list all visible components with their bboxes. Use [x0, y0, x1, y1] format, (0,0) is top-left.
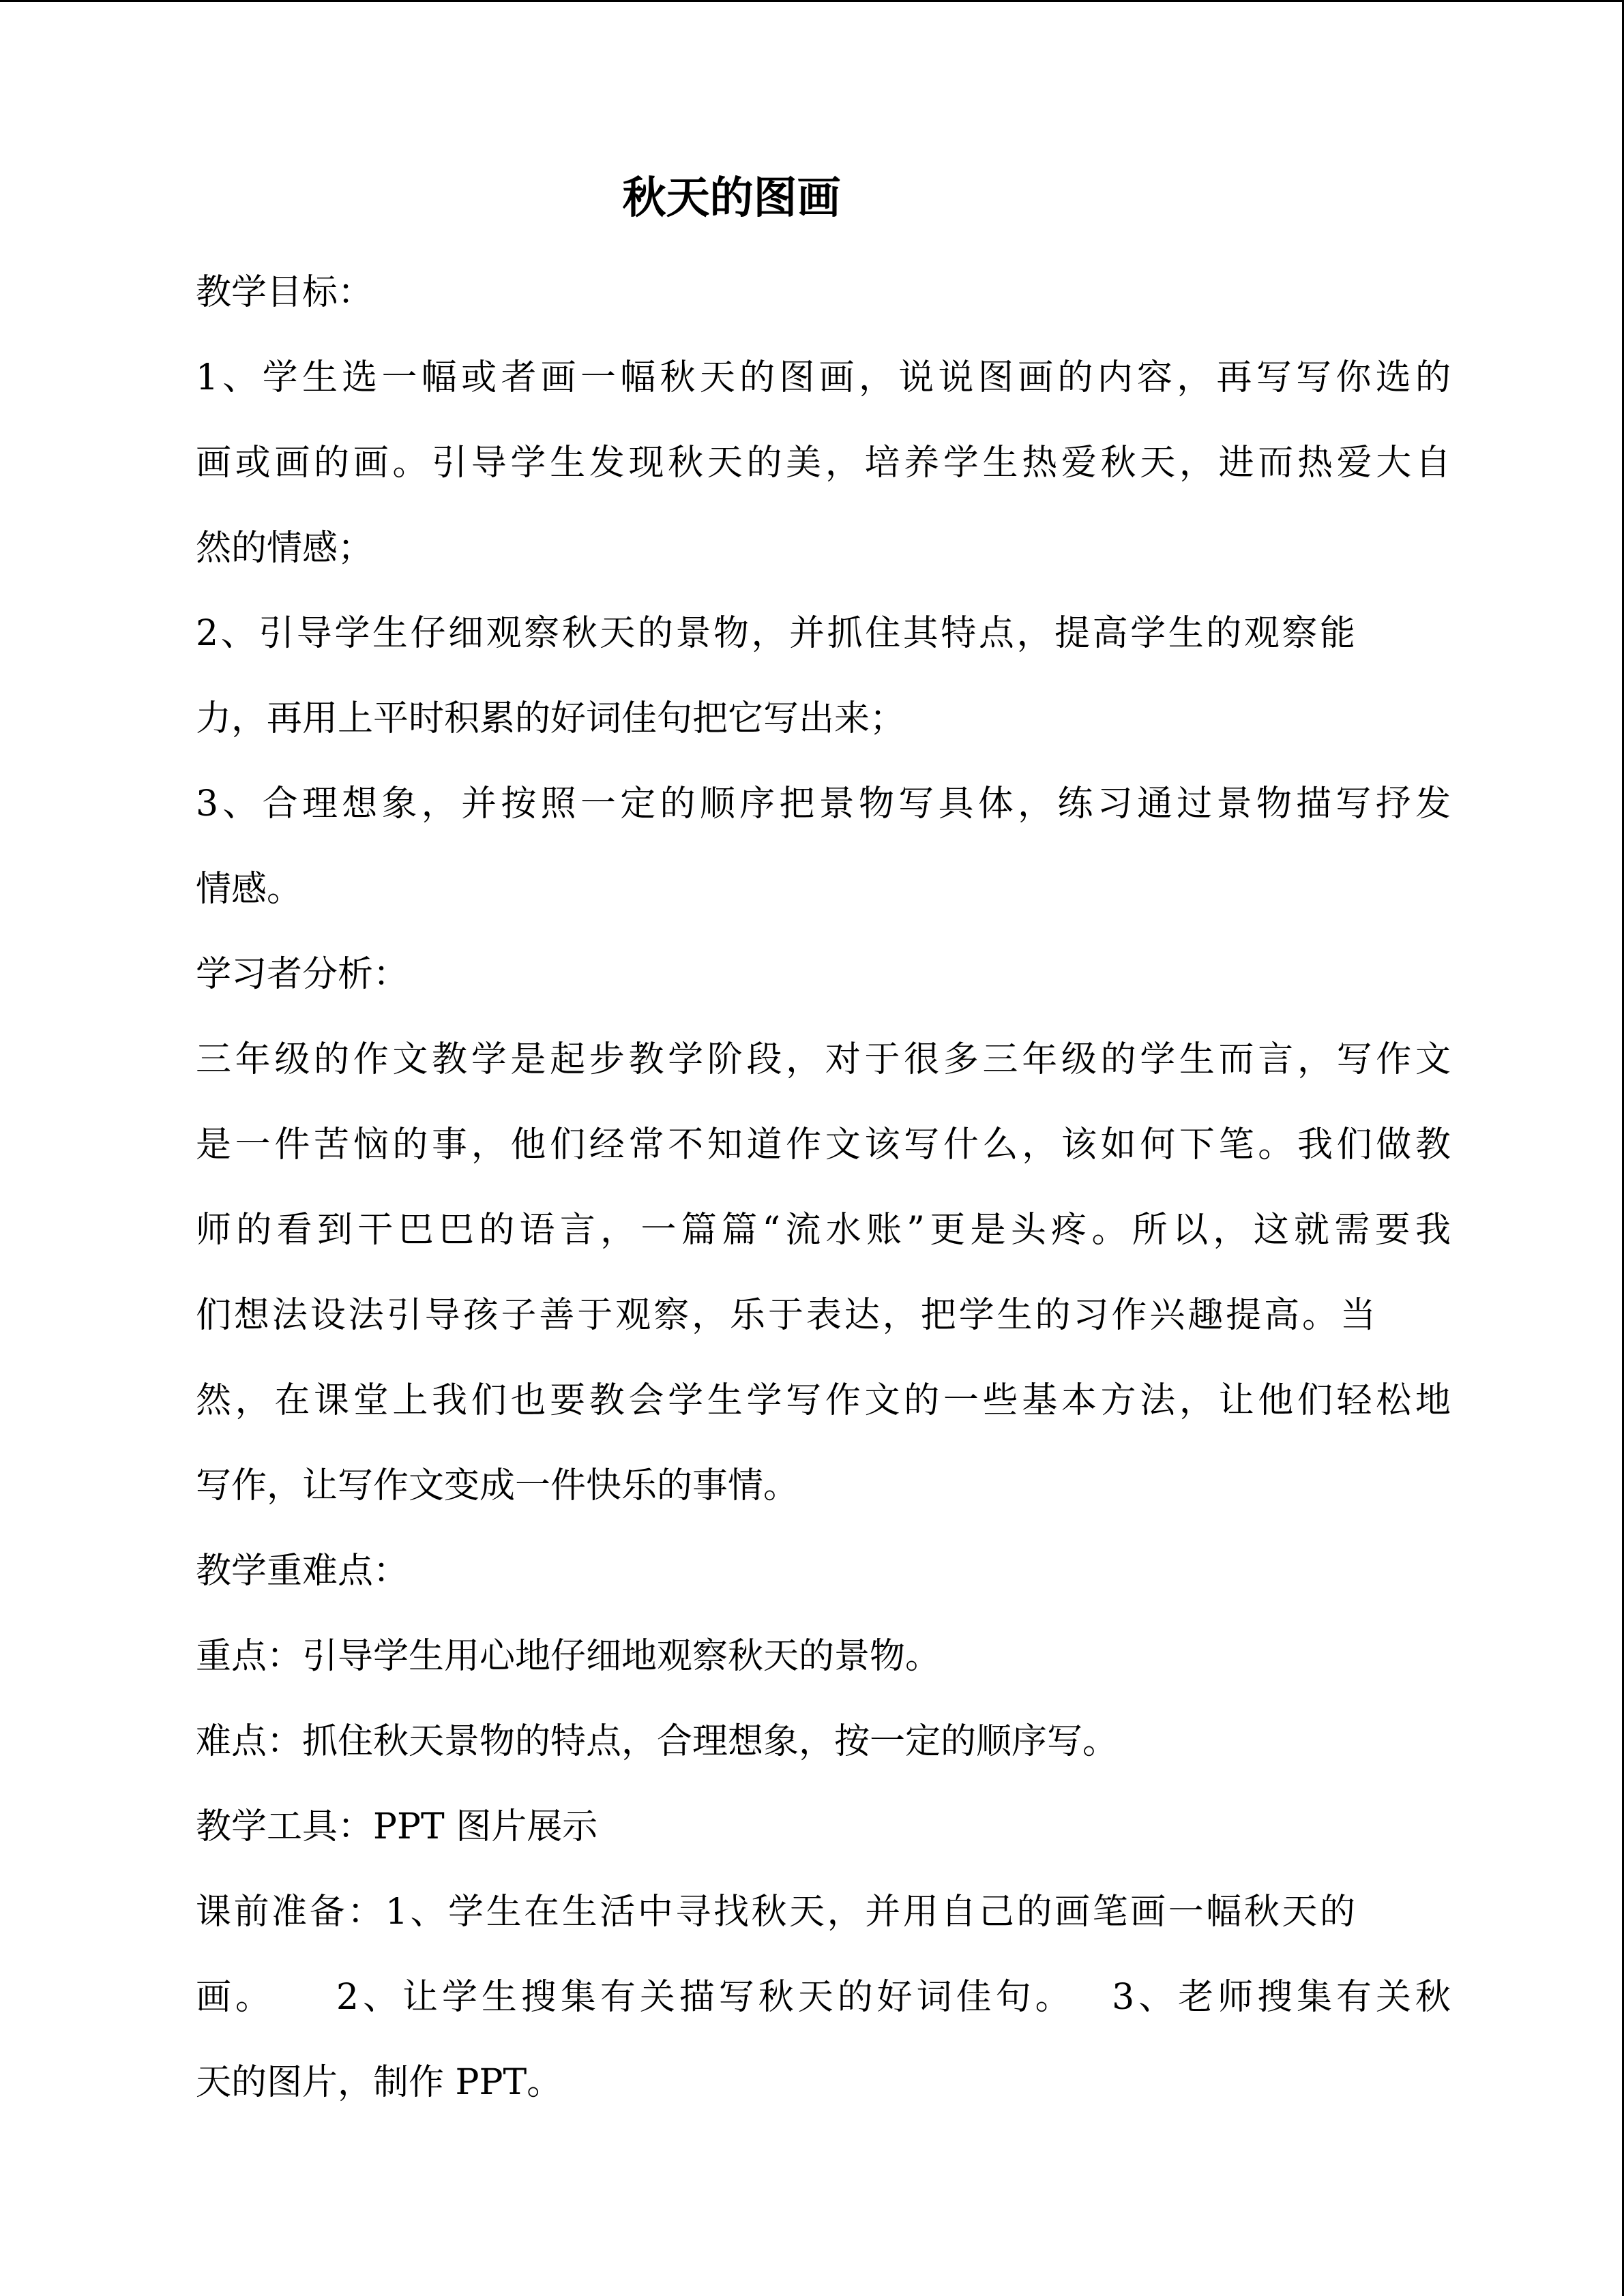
paragraph-line: 天的图片，制作 PPT。: [196, 2062, 563, 2103]
paragraph-line: 师的看到干巴巴的语言，一篇篇“流水账”更是头疼。所以，这就需要我: [196, 1210, 1451, 1251]
section-heading-objectives: 教学目标：: [196, 272, 374, 313]
document-body: [196, 250, 1451, 2126]
paragraph-line: 然的情感；: [196, 528, 374, 569]
paragraph-line: 力，再用上平时积累的好词佳句把它写出来；: [196, 698, 906, 739]
paragraph-line: 们想法设法引导孩子善于观察，乐于表达，把学生的习作兴趣提高。当: [196, 1295, 1376, 1336]
paragraph-line: 是一件苦恼的事，他们经常不知道作文该写什么，该如何下笔。我们做教: [196, 1124, 1451, 1165]
document-title: 秋天的图画: [622, 173, 841, 224]
section-heading-learner-analysis: 学习者分析：: [196, 954, 409, 995]
paragraph-line: 1、学生选一幅或者画一幅秋天的图画，说说图画的内容，再写写你选的: [196, 357, 1451, 398]
section-heading-tools: 教学工具：PPT 图片展示: [196, 1806, 598, 1847]
paragraph-line: 课前准备：1、学生在生活中寻找秋天，并用自己的画笔画一幅秋天的: [196, 1892, 1355, 1933]
paragraph-line: 三年级的作文教学是起步教学阶段，对于很多三年级的学生而言，写作文: [196, 1039, 1451, 1080]
paragraph-line: 画。 2、让学生搜集有关描写秋天的好词佳句。 3、老师搜集有关秋: [196, 1977, 1451, 2018]
paragraph-line: 情感。: [196, 869, 303, 910]
paragraph-line: 重点：引导学生用心地仔细地观察秋天的景物。: [196, 1636, 941, 1677]
paragraph-line: 难点：抓住秋天景物的特点，合理想象，按一定的顺序写。: [196, 1721, 1119, 1762]
paragraph-line: 3、合理想象，并按照一定的顺序把景物写具体，练习通过景物描写抒发: [196, 784, 1451, 824]
paragraph-line: 写作，让写作文变成一件快乐的事情。: [196, 1465, 799, 1506]
paragraph-line: 2、引导学生仔细观察秋天的景物，并抓住其特点，提高学生的观察能: [196, 613, 1355, 654]
paragraph-line: 画或画的画。引导学生发现秋天的美，培养学生热爱秋天，进而热爱大自: [196, 443, 1451, 483]
paragraph-line: 然，在课堂上我们也要教会学生学写作文的一些基本方法，让他们轻松地: [196, 1380, 1451, 1421]
section-heading-key-points: 教学重难点：: [196, 1551, 409, 1592]
